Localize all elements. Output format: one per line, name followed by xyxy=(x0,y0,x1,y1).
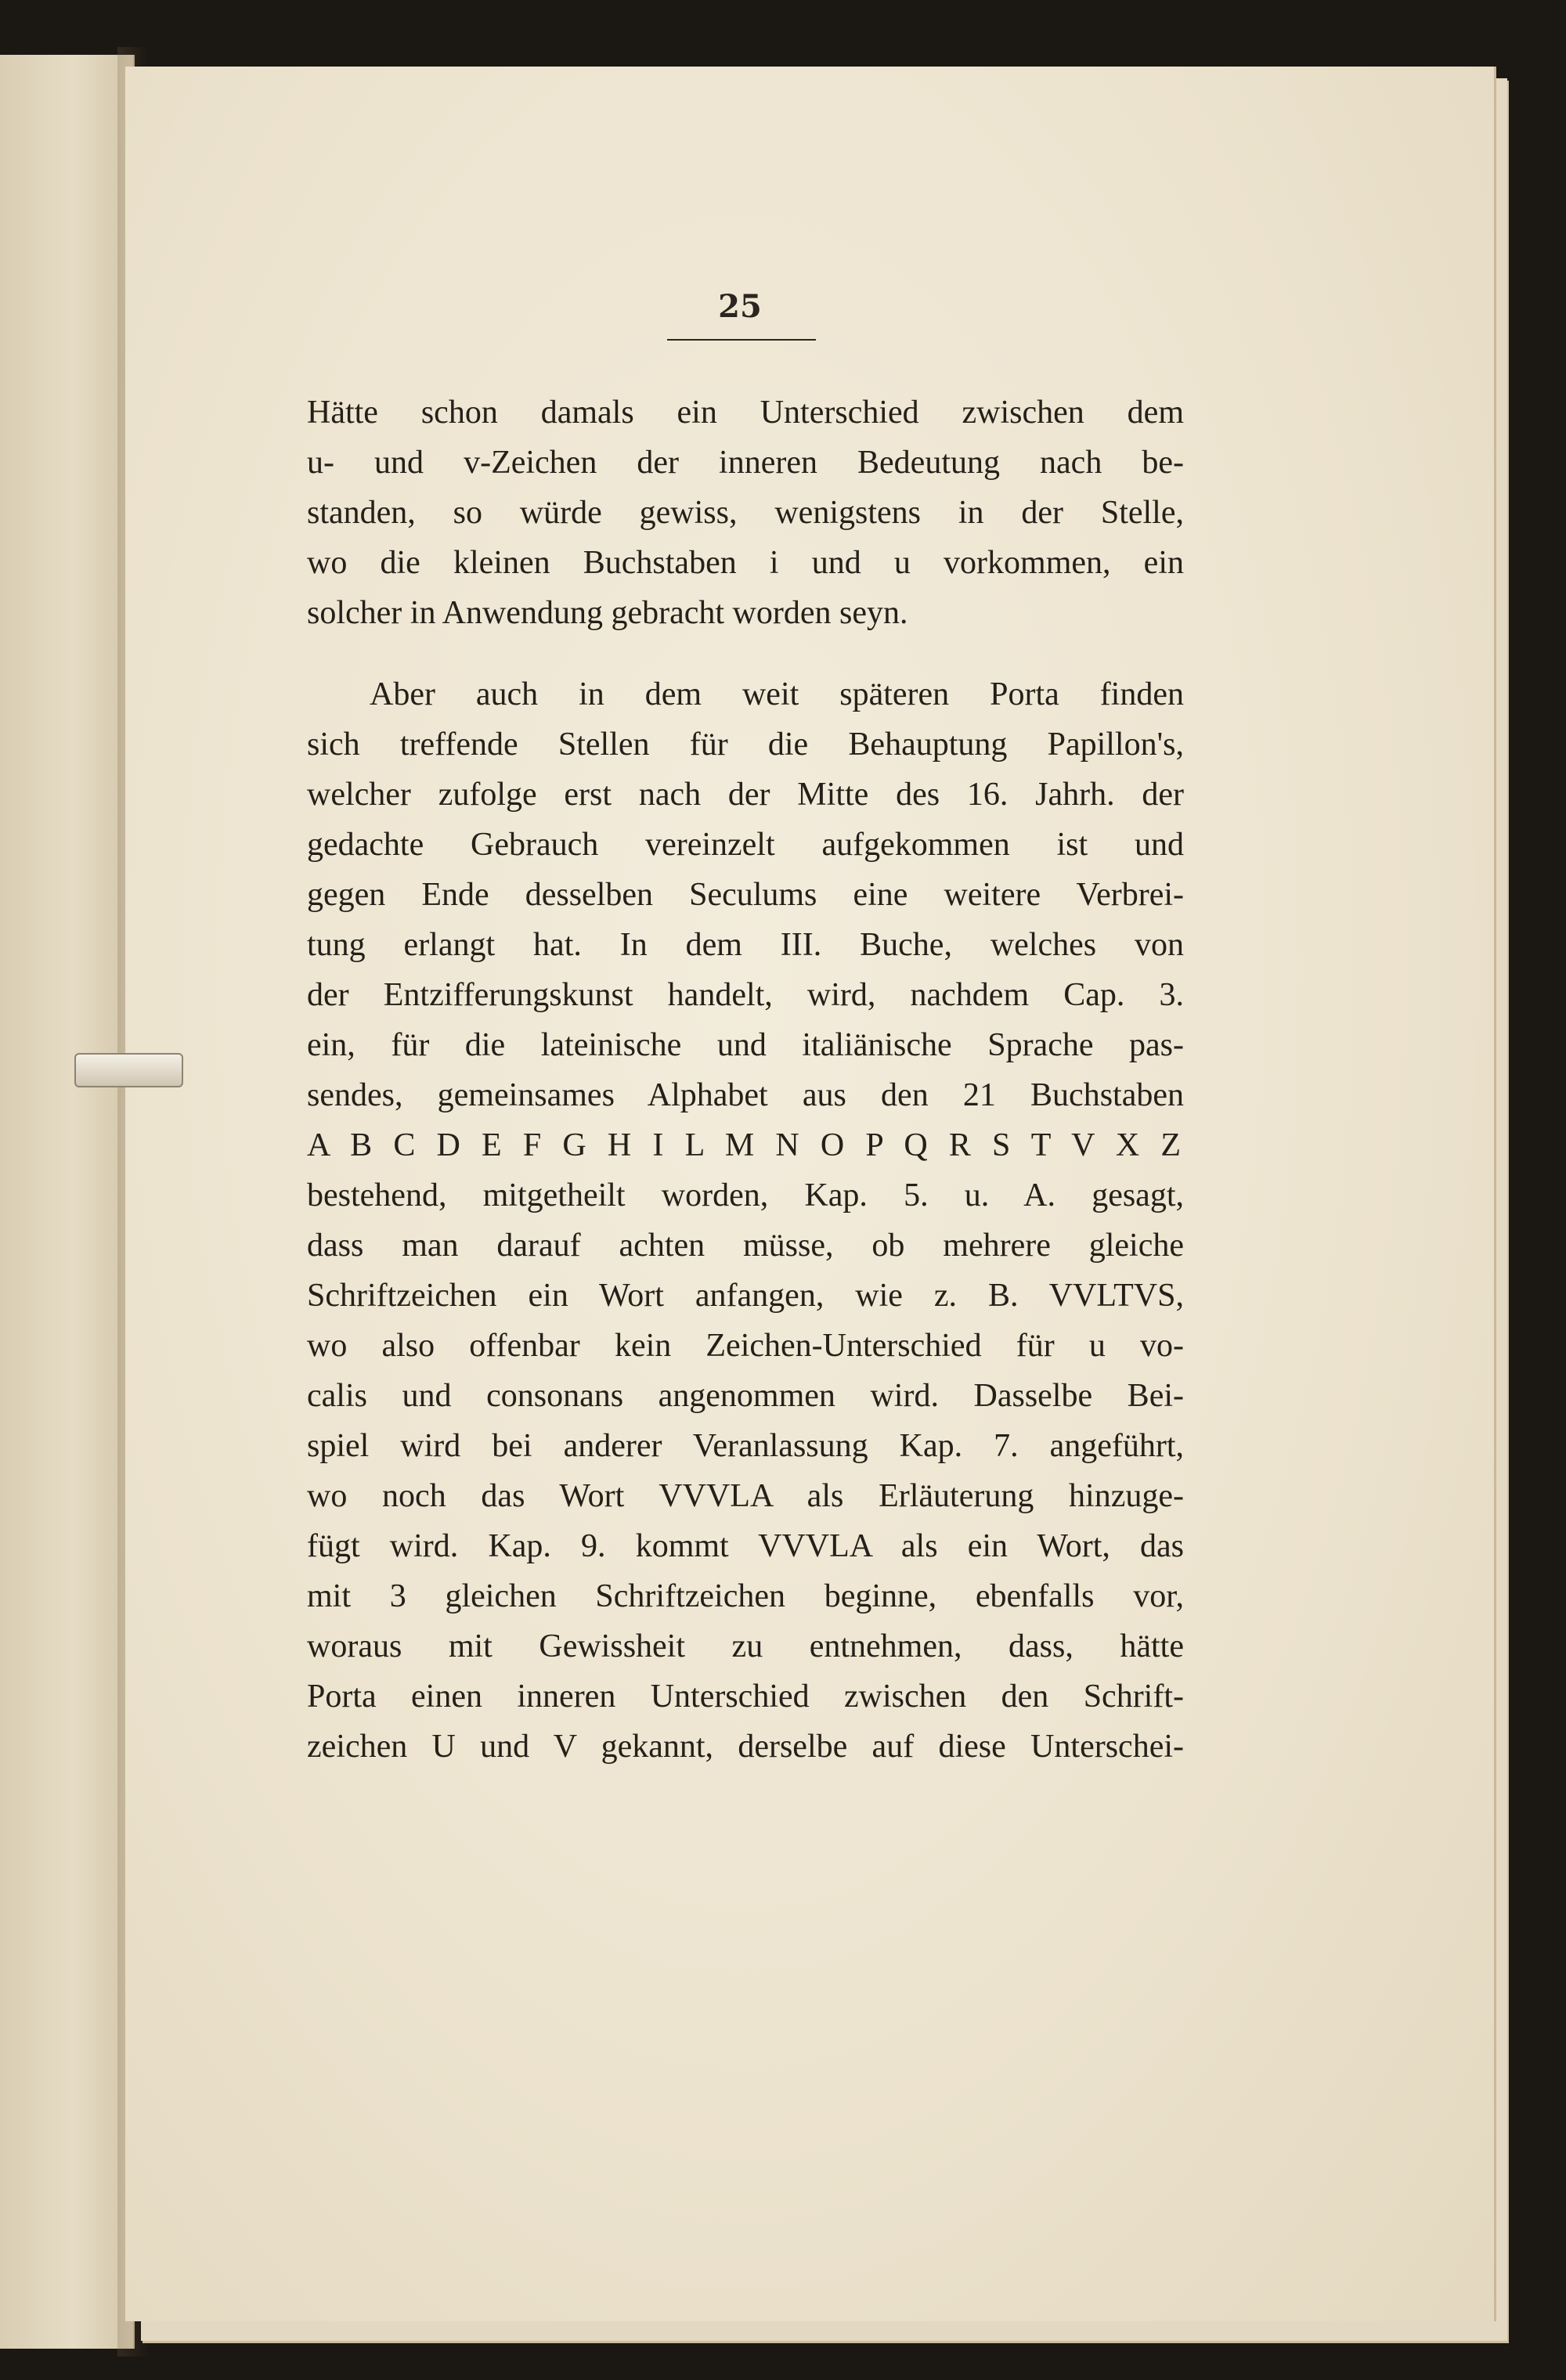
paragraph-gap xyxy=(307,638,1184,669)
text-line: sendes, gemeinsames Alphabet aus den 21 Buchstaben xyxy=(307,1077,1184,1113)
body-text xyxy=(307,388,1184,1772)
facing-page-edge xyxy=(0,55,135,2349)
text-line: wo noch das Wort VVVLA als Erläuterung hinzuge- xyxy=(307,1478,1184,1514)
text-line: standen, so würde gewiss, wenigstens in der Stelle, xyxy=(307,495,1184,531)
text-line: gegen Ende desselben Seculums eine weitere Verbrei- xyxy=(307,877,1184,913)
text-line: ein, für die lateinische und italiänische Sprache pas- xyxy=(307,1027,1184,1063)
alphabet-line: A B C D E F G H I L M N O P Q R S T V X Z xyxy=(307,1127,1184,1163)
text-line: woraus mit Gewissheit zu entnehmen, dass, hätte xyxy=(307,1628,1184,1664)
page-number-rule xyxy=(667,339,816,341)
text-line: Hätte schon damals ein Unterschied zwischen dem xyxy=(307,395,1184,431)
text-line: Schriftzeichen ein Wort anfangen, wie z. B. VVLTVS, xyxy=(307,1278,1184,1314)
text-line: wo also offenbar kein Zeichen-Unterschied für u vo- xyxy=(307,1328,1184,1364)
text-line: Aber auch in dem weit späteren Porta finden xyxy=(370,676,1184,712)
text-line: Porta einen inneren Unterschied zwischen den Schrift- xyxy=(307,1679,1184,1715)
text-line: solcher in Anwendung gebracht worden seyn. xyxy=(307,595,908,631)
text-line: der Entzifferungskunst handelt, wird, nachdem Cap. 3. xyxy=(307,977,1184,1013)
text-line: welcher zufolge erst nach der Mitte des 16. Jahrh. der xyxy=(307,777,1184,813)
text-line: bestehend, mitgetheilt worden, Kap. 5. u. A. gesagt, xyxy=(307,1177,1184,1213)
text-line: sich treffende Stellen für die Behauptung Papillon's, xyxy=(307,727,1184,763)
text-line: calis und consonans angenommen wird. Dasselbe Bei- xyxy=(307,1378,1184,1414)
text-line: fügt wird. Kap. 9. kommt VVVLA als ein Wort, das xyxy=(307,1528,1184,1564)
text-line: dass man darauf achten müsse, ob mehrere gleiche xyxy=(307,1228,1184,1264)
text-line: zeichen U und V gekannt, derselbe auf diese Unterschei- xyxy=(307,1729,1184,1765)
text-line: mit 3 gleichen Schriftzeichen beginne, ebenfalls vor, xyxy=(307,1578,1184,1614)
text-line: tung erlangt hat. In dem III. Buche, welches von xyxy=(307,927,1184,963)
page-number: 25 xyxy=(718,288,762,325)
text-line: wo die kleinen Buchstaben i und u vorkommen, ein xyxy=(307,545,1184,581)
text-line: u- und v-Zeichen der inneren Bedeutung nach be- xyxy=(307,445,1184,481)
text-line: gedachte Gebrauch vereinzelt aufgekommen ist und xyxy=(307,827,1184,863)
text-line: spiel wird bei anderer Veranlassung Kap. 7. angeführt, xyxy=(307,1428,1184,1464)
binding-tab xyxy=(74,1053,183,1087)
